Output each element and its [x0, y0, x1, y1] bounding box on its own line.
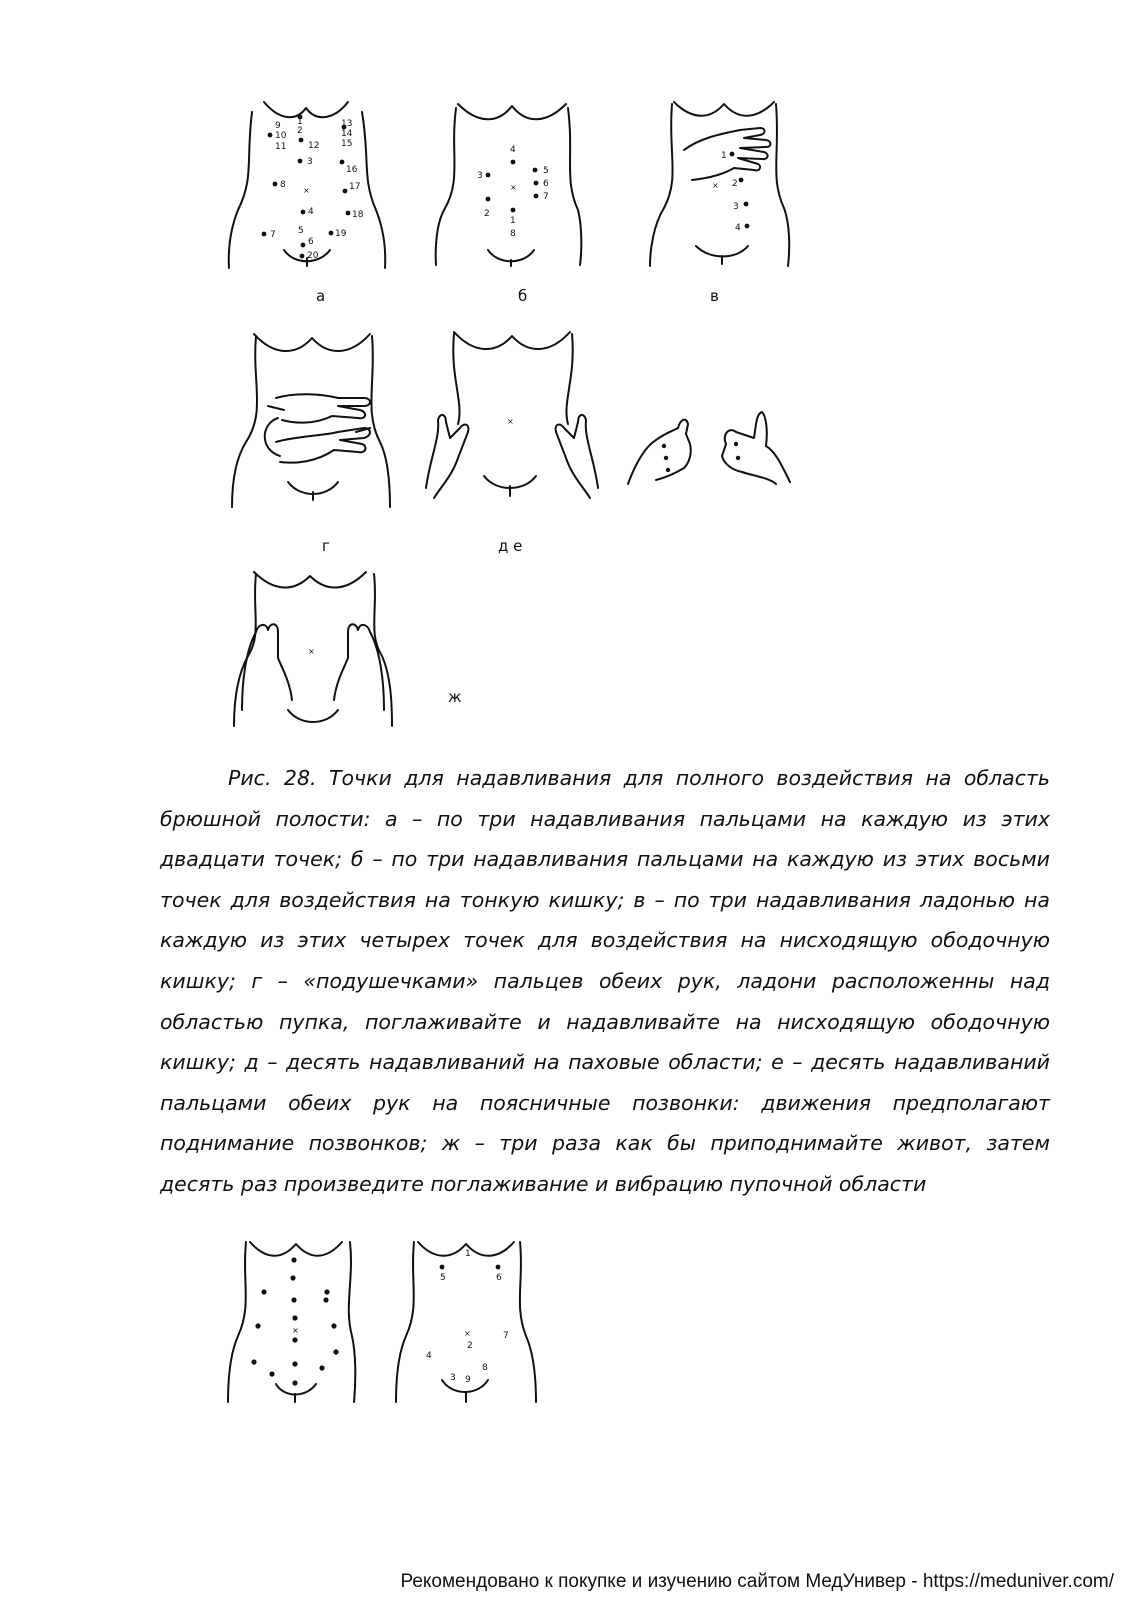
point-label: 13	[341, 119, 353, 129]
point-label: 1	[721, 151, 727, 161]
torso-right-outline	[371, 336, 390, 507]
point-label: 7	[270, 230, 276, 240]
chest-line	[454, 332, 570, 349]
torso-right-outline	[362, 112, 385, 268]
figure-d-diagram	[420, 328, 605, 508]
figure-g-diagram	[226, 332, 396, 512]
right-hand	[334, 624, 384, 710]
point-label: 10	[275, 131, 287, 141]
chest-line	[254, 334, 370, 351]
point-label: 4	[735, 223, 741, 233]
chest-line	[458, 104, 566, 119]
navel-mark: ×	[464, 1329, 471, 1338]
figure-label-g: г	[322, 537, 330, 555]
caption-text: Точки для надавливания для полного воздействия на область брюшной полости: а – по три надавливания пальцами на каждую из этих двадцати точек; б – по три надавливания пальцами на каждую из этих восьми точек для воздействия на тонкую кишку; в – по три надавливания ладонью на каждую из этих четырех точек для воздействия на нисходящую ободочную кишку; г – «подушечками» пальцев обеих рук, ладони расположенны над областью пупка, поглаживайте и надавливайте на нисходящую ободочную кишку; д – десять надавливаний на паховые области; е – десять надавливаний пальцами обеих рук на поясничные позвонки: движения предполагают поднимание позвонков; ж – три раза как бы приподнимайте живот, затем десять раз произведите поглаживание и вибрацию пупочной области	[160, 766, 1050, 1196]
point-label: 4	[510, 145, 516, 155]
left-hand	[242, 624, 292, 710]
point-label: 2	[732, 179, 738, 189]
point-label: 19	[335, 229, 347, 239]
point-label: 1	[465, 1249, 471, 1259]
torso-right-outline	[520, 1242, 536, 1402]
hand-right-detail	[722, 412, 790, 484]
point-label: 15	[341, 139, 353, 149]
figure-bottom-right-diagram	[390, 1240, 540, 1405]
footer-recommendation: Рекомендовано к покупке и изучению сайтом МедУнивер - https://meduniver.com/	[400, 1571, 1114, 1592]
point-label: 1	[510, 216, 516, 226]
point-label: 1	[297, 117, 303, 127]
right-hand	[556, 415, 598, 498]
point-label: 5	[298, 226, 304, 236]
point-label: 6	[308, 237, 314, 247]
point-label: 2	[467, 1341, 473, 1351]
point-label: 20	[307, 251, 319, 261]
figure-a-diagram	[224, 100, 394, 275]
torso-left-outline	[229, 112, 252, 268]
navel-mark: ×	[308, 647, 315, 656]
point-label: 3	[733, 202, 739, 212]
torso-right-outline	[776, 104, 789, 266]
hand-lower	[276, 428, 370, 463]
point-label: 16	[346, 165, 358, 175]
point-label: 2	[484, 209, 490, 219]
left-hand	[426, 415, 468, 498]
chest-line	[264, 102, 348, 117]
point-label: 17	[349, 182, 361, 192]
torso-left-outline	[436, 108, 456, 265]
caption-figure-ref: Рис. 28.	[228, 766, 317, 790]
pressure-points-v	[730, 152, 750, 229]
point-label: 9	[275, 121, 281, 131]
point-label: 14	[341, 129, 353, 139]
torso-left-outline	[453, 334, 459, 424]
point-label: 2	[297, 126, 303, 136]
torso-left-outline	[228, 1242, 246, 1402]
chest-line	[674, 102, 774, 116]
navel-mark: ×	[292, 1326, 299, 1335]
figure-e-diagram	[626, 406, 792, 486]
groin-line	[288, 710, 338, 722]
torso-right-outline	[568, 108, 581, 265]
point-label: 8	[482, 1363, 488, 1373]
point-label: 18	[352, 210, 364, 220]
groin-line	[276, 1384, 316, 1395]
figure-label-zh: ж	[448, 688, 462, 706]
point-label: 6	[543, 179, 549, 189]
navel-mark: ×	[303, 186, 310, 195]
torso-left-outline	[232, 336, 257, 507]
torso-left-outline	[650, 104, 673, 266]
circular-arrow	[265, 418, 280, 456]
point-label: 4	[426, 1351, 432, 1361]
point-label: 5	[543, 166, 549, 176]
hand-upper	[276, 394, 370, 422]
figure-v-diagram	[640, 98, 790, 268]
point-label: 4	[308, 207, 314, 217]
navel-mark: ×	[712, 181, 719, 190]
torso-right-outline	[566, 334, 572, 424]
navel-mark: ×	[510, 183, 517, 192]
figure-b-diagram	[432, 100, 582, 270]
groin-line	[696, 246, 748, 257]
point-label: 3	[307, 157, 313, 167]
point-label: 3	[477, 171, 483, 181]
chest-line	[250, 1242, 342, 1256]
hand-left-detail	[628, 420, 691, 484]
point-label: 11	[275, 142, 287, 152]
torso-left-outline	[396, 1242, 414, 1402]
point-label: 5	[440, 1273, 446, 1283]
point-label: 9	[465, 1375, 471, 1385]
point-label: 8	[280, 180, 286, 190]
figure-zh-diagram	[228, 570, 398, 730]
navel-mark: ×	[507, 417, 514, 426]
figure-label-b: б	[518, 287, 528, 305]
figure-label-a: а	[316, 287, 326, 305]
point-label: 6	[496, 1273, 502, 1283]
point-label: 7	[503, 1331, 509, 1341]
point-label: 3	[450, 1373, 456, 1383]
figure-bottom-left-diagram	[224, 1240, 359, 1405]
figure-label-v: в	[710, 287, 719, 305]
point-label: 12	[308, 141, 320, 151]
hand-on-abdomen	[684, 128, 771, 180]
chest-line	[254, 572, 366, 588]
point-label: 8	[510, 229, 516, 239]
pressure-points-bottom-left	[251, 1257, 338, 1385]
point-label: 7	[543, 192, 549, 202]
torso-left-outline	[234, 574, 256, 726]
torso-right-outline	[349, 1242, 356, 1402]
figure-label-de: д е	[498, 537, 523, 555]
figure-caption	[160, 758, 1050, 1205]
